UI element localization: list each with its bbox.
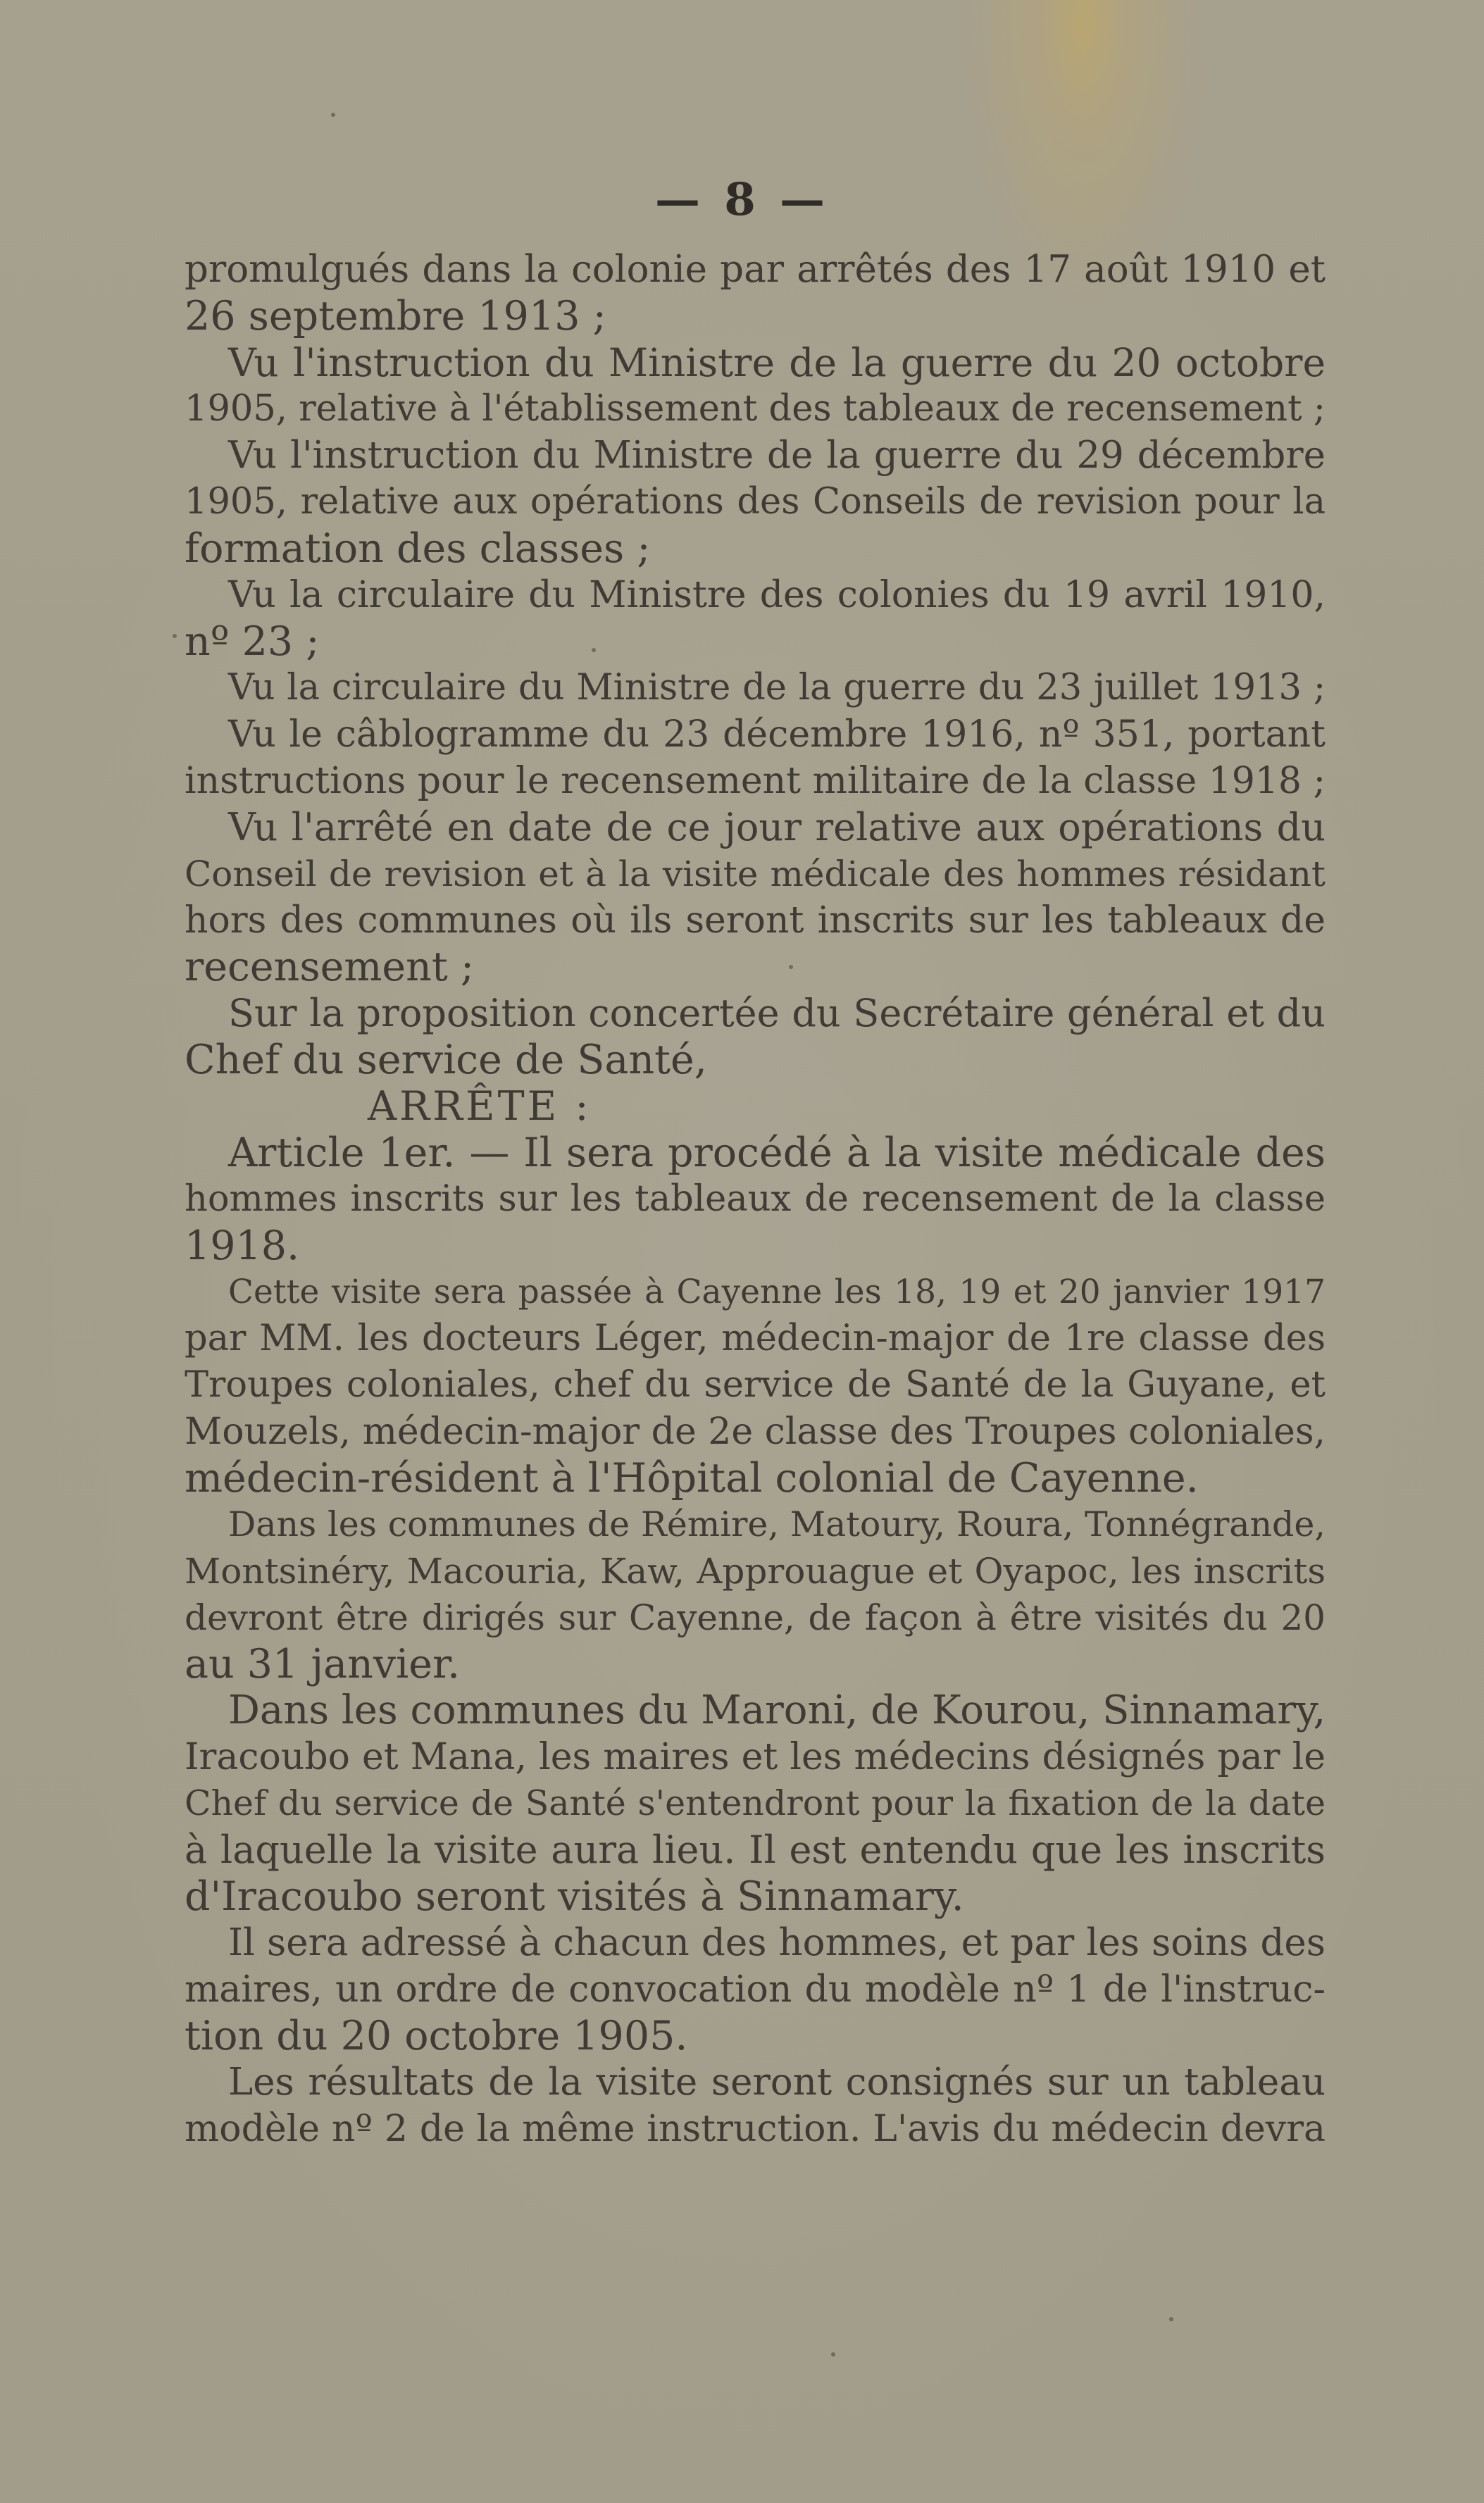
text-line: Vu l'arrêté en date de ce jour relative aux opérations du xyxy=(228,805,1326,849)
text-line: Article 1er. — Il sera procédé à la visite médicale des xyxy=(228,1130,1326,1176)
text-line: Sur la proposition concertée du Secrétaire général et du xyxy=(228,991,1326,1035)
text-line: maires, un ordre de convocation du modèle nº 1 de l'instruc- xyxy=(185,1968,1326,2011)
text-line: Dans les communes du Maroni, de Kourou, Sinnamary, xyxy=(228,1687,1326,1733)
text-line: Vu le câblogramme du 23 décembre 1916, nº 351, portant xyxy=(228,713,1326,756)
text-line: par MM. les docteurs Léger, médecin-major de 1re classe des xyxy=(185,1318,1326,1359)
text-line: 1905, relative aux opérations des Conseils de revision pour la xyxy=(185,481,1326,523)
text-line: promulgués dans la colonie par arrêtés des 17 août 1910 et xyxy=(185,248,1326,291)
text-line: hors des communes où ils seront inscrits sur les tableaux de xyxy=(185,899,1326,942)
text-line: médecin-résident à l'Hôpital colonial de Cayenne. xyxy=(185,1455,1199,1502)
text-line: tion du 20 octobre 1905. xyxy=(185,2013,688,2059)
text-line: Vu la circulaire du Ministre des colonies du 19 avril 1910, xyxy=(228,574,1326,616)
text-line: Vu la circulaire du Ministre de la guerre du 23 juillet 1913 ; xyxy=(228,667,1326,709)
text-line: Chef du service de Santé, xyxy=(185,1037,707,1083)
text-line: Conseil de revision et à la visite médicale des hommes résidant xyxy=(185,854,1326,894)
paper-speck xyxy=(831,2352,835,2357)
text-line: Mouzels, médecin-major de 2e classe des Troupes coloniales, xyxy=(185,1411,1326,1453)
paper-speck xyxy=(173,634,177,638)
paper-speck xyxy=(1169,2317,1173,2321)
section-heading: ARRÊTE : xyxy=(368,1083,592,1130)
text-line: instructions pour le recensement militaire de la classe 1918 ; xyxy=(185,760,1326,802)
text-line: devront être dirigés sur Cayenne, de façon à être visités du 20 xyxy=(185,1597,1326,1638)
text-line: Les résultats de la visite seront consignés sur un tableau xyxy=(228,2061,1326,2104)
text-line: recensement ; xyxy=(185,944,475,990)
text-line: Cette visite sera passée à Cayenne les 18, 19 et 20 janvier 1917 xyxy=(228,1273,1326,1311)
text-line: Iracoubo et Mana, les maires et les médecins désignés par le xyxy=(185,1736,1326,1778)
text-line: Chef du service de Santé s'entendront pour la fixation de la date xyxy=(185,1783,1326,1823)
text-line: Vu l'instruction du Ministre de la guerre du 20 octobre xyxy=(228,340,1326,385)
text-line: à laquelle la visite aura lieu. Il est entendu que les inscrits xyxy=(185,1828,1326,1872)
text-line: Il sera adressé à chacun des hommes, et par les soins des xyxy=(228,1921,1326,1964)
text-line: formation des classes ; xyxy=(185,525,651,572)
text-line: hommes inscrits sur les tableaux de recensement de la classe xyxy=(185,1178,1326,1220)
text-line: 1905, relative à l'établissement des tableaux de recensement ; xyxy=(185,388,1326,430)
text-line: d'Iracoubo seront visités à Sinnamary. xyxy=(185,1873,964,1920)
text-line: modèle nº 2 de la même instruction. L'avis du médecin devra xyxy=(185,2108,1326,2150)
page-number: — 8 — xyxy=(654,173,830,226)
text-line: Montsinéry, Macouria, Kaw, Approuague et Oyapoc, les inscrits xyxy=(185,1551,1326,1592)
text-line: au 31 janvier. xyxy=(185,1641,461,1687)
text-line: Troupes coloniales, chef du service de Santé de la Guyane, et xyxy=(185,1364,1326,1406)
text-line: 1918. xyxy=(185,1223,300,1269)
paper-speck xyxy=(789,965,793,969)
text-line: nº 23 ; xyxy=(185,618,320,665)
paper-speck xyxy=(331,113,335,117)
text-line: Vu l'instruction du Ministre de la guerre du 29 décembre xyxy=(228,434,1326,477)
text-line: 26 septembre 1913 ; xyxy=(185,293,606,339)
text-line: Dans les communes de Rémire, Matoury, Roura, Tonnégrande, xyxy=(228,1504,1326,1544)
paper-speck xyxy=(592,648,596,652)
body-text xyxy=(185,246,1326,2152)
